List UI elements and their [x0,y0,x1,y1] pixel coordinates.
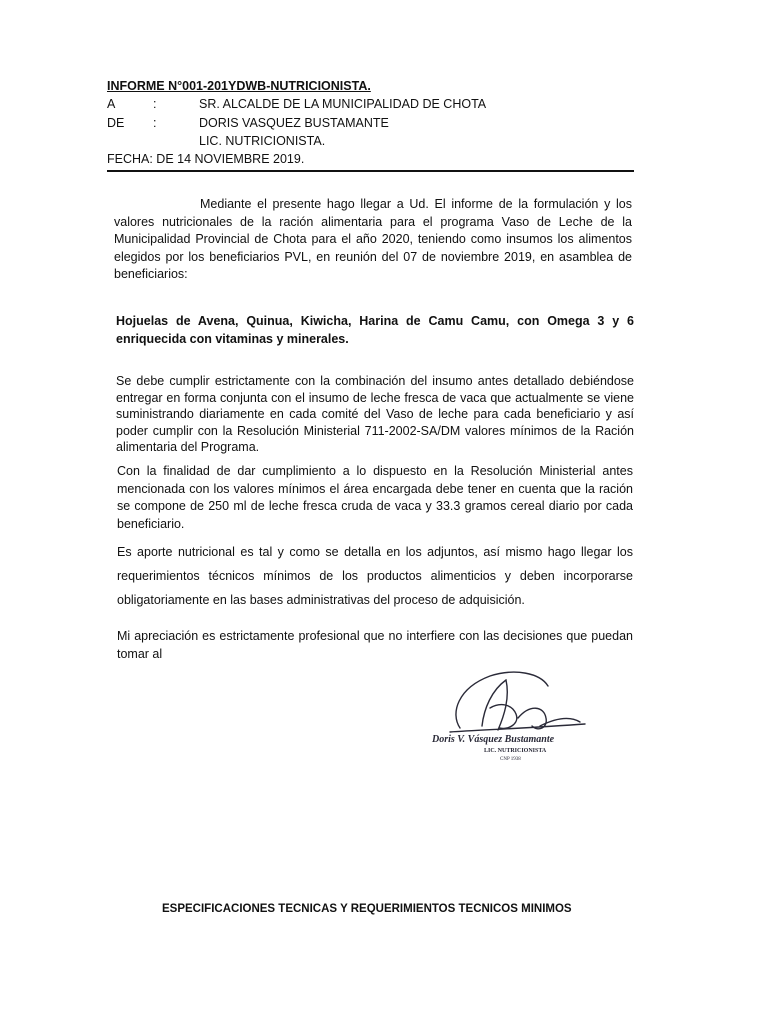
recipient-label: A [107,97,116,111]
report-date: FECHA: DE 14 NOVIEMBRE 2019. [107,152,305,166]
paragraph-closing: Mi apreciación es estrictamente profesional que no interfiere con las decisiones que puedan tomar al [117,629,633,661]
signature-license: CNP 1938 [500,757,521,762]
sender-colon: : [153,116,157,130]
recipient-colon: : [153,97,157,111]
sender-label: DE [107,116,125,130]
sender-value: DORIS VASQUEZ BUSTAMANTE [199,116,389,130]
recipient-value: SR. ALCALDE DE LA MUNICIPALIDAD DE CHOTA [199,97,487,111]
paragraph-intro: Mediante el presente hago llegar a Ud. El informe de la formulación y los valores nutricionales de la ración alimentaria para el programa Vaso de Leche de la Municipalidad Provincial de Chota para el año 2020, teniendo como insumos los alimentos elegidos por los beneficiarios PVL, en reunión del 07 de noviembre 2019, en asamblea de beneficiarios: [114,197,632,281]
sender-title: LIC. NUTRICIONISTA. [199,134,326,148]
paragraph-ingredients: Hojuelas de Avena, Quinua, Kiwicha, Harina de Camu Camu, con Omega 3 y 6 enriquecida con vitaminas y minerales. [116,314,634,346]
paragraph-ration: Con la finalidad de dar cumplimiento a lo dispuesto en la Resolución Ministerial antes mencionada con los valores mínimos el área encargada debe tener en cuenta que la ración se compone de 250 ml de leche fresca cruda de vaca y 33.3 gramos cereal diario por cada beneficiario. [117,464,633,531]
signature-stamp [420,668,590,763]
header-divider [107,170,634,172]
footer-heading: ESPECIFICACIONES TECNICAS Y REQUERIMIENTOS TECNICOS MINIMOS [162,903,572,915]
report-title: INFORME N°001-201YDWB-NUTRICIONISTA. [107,79,371,93]
signature-name: Doris V. Vásquez Bustamante [432,734,555,745]
paragraph-compliance: Se debe cumplir estrictamente con la combinación del insumo antes detallado debiéndose entregar en forma conjunta con el insumo de leche fresca de vaca que actualmente se viene suministrando diariamente en cada comité del Vaso de leche para cada beneficiario y así poder cumplir con la Resolución Ministerial 711-2002-SA/DM valores mínimos de la Ración alimentaria del Programa. [116,374,634,454]
paragraph-requirements: Es aporte nutricional es tal y como se detalla en los adjuntos, así mismo hago llegar los requerimientos técnicos mínimos de los productos alimenticios y deben incorporarse obligatoriamente en las bases administrativas del proceso de adquisición. [117,545,633,607]
signature-role: LIC. NUTRICIONISTA [484,748,547,754]
handwritten-signature [450,672,585,732]
